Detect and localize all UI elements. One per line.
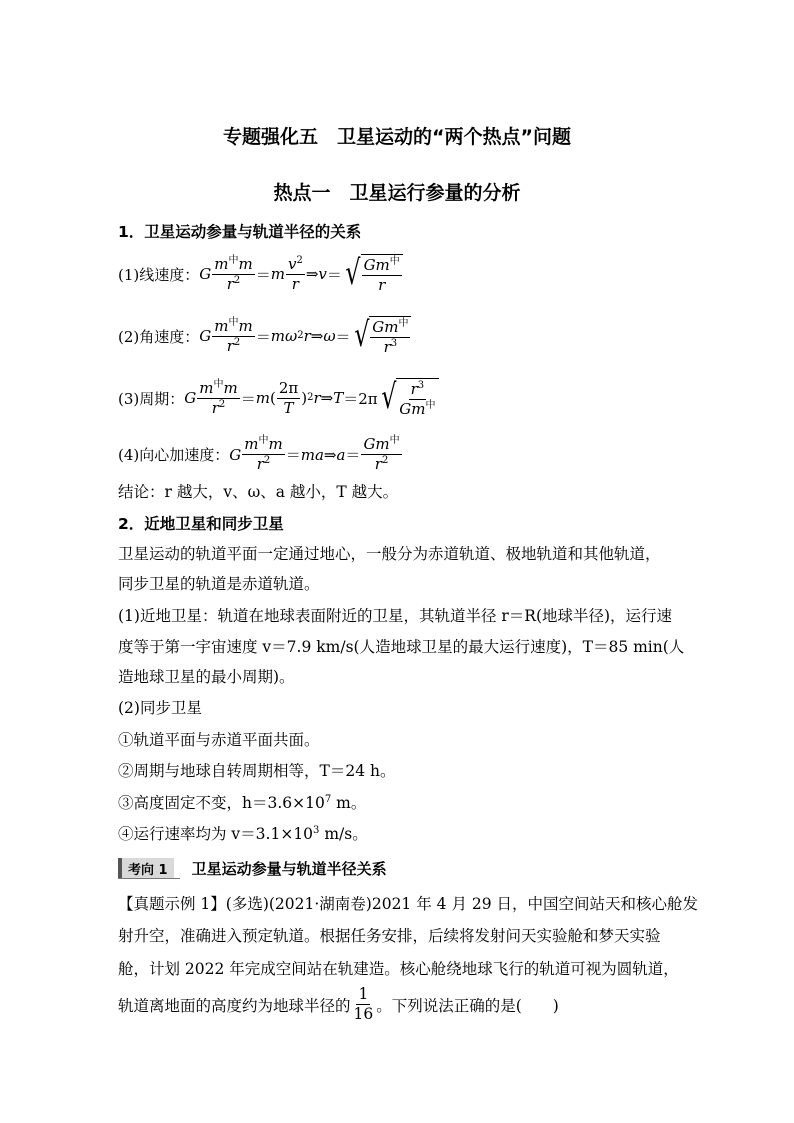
list-item: ③高度固定不变，$h=3.6\times 10^7$ m。 (118, 793, 367, 812)
fraction: $\frac{m^中m}{r^2}$ (214, 254, 253, 293)
formula-label: (1)线速度： (118, 265, 200, 284)
tag-text: 卫星运动参量与轨道半径关系 (191, 860, 387, 878)
paragraph-line: 度等于第一宇宙速度 v＝7.9 km/s(人造地球卫星的最大运行速度)，T＝85 min(人 (118, 638, 685, 656)
formula-centripetal-acceleration: (4)向心加速度： G $\frac{m^中m}{r^2}$ ＝ ma ⇒ a ＝ $\frac{Gm^中}{r^2}$ (118, 435, 400, 473)
conclusion: 结论：r 越大，v、ω、a 越小，T 越大。 (118, 483, 399, 501)
formula-linear-velocity: (1)线速度： G $\frac{m^中m}{r^2}$ ＝ m $\frac{v^2}{r}$ ⇒ v ＝ √ $\frac{Gm^中}{r}$ (118, 254, 403, 294)
square-root: √ $\frac{Gm^中}{r}$ (342, 254, 403, 294)
subheading-sync-satellite: (2)同步卫星 (118, 699, 202, 717)
example-line: 舱，计划 2022 年完成空间站在轨建造。核心舱绕地球飞行的轨道可视为圆轨道， (118, 960, 679, 978)
square-root: √ $\frac{r^3}{Gm^中}$ (378, 378, 439, 418)
list-item: ④运行速率均为 $v=3.1\times 10^3$ m/s。 (118, 824, 368, 843)
fraction: $\frac{1}{16}$ (353, 985, 374, 1023)
example-line: 【真题示例 1】(多选)(2021·湖南卷)2021 年 4 月 29 日，中国空间站天和核心舱发 (118, 895, 699, 913)
paragraph-line: 卫星运动的轨道平面一定通过地心，一般分为赤道轨道、极地轨道和其他轨道， (118, 545, 661, 563)
paragraph-line: (1)近地卫星：轨道在地球表面附近的卫星，其轨道半径 r＝R(地球半径)，运行速 (118, 607, 673, 625)
formula-angular-velocity: (2)角速度： G $\frac{m^中m}{r^2}$ ＝ mω 2 r ⇒ ω ＝ √ $\frac{Gm^中}{r^3}$ (118, 316, 411, 356)
square-root: √ $\frac{Gm^中}{r^3}$ (351, 316, 412, 356)
formula-label: (3)周期： (118, 389, 185, 408)
formula-label: (2)角速度： (118, 327, 200, 346)
section1-heading: 1．卫星运动参量与轨道半径的关系 (118, 223, 362, 241)
example-line: 轨道离地面的高度约为地球半径的 $\frac{1}{16}$ 。下列说法正确的是( ) (118, 985, 559, 1023)
section-title: 热点一 卫星运行参量的分析 (273, 182, 521, 204)
list-item: ①轨道平面与赤道平面共面。 (118, 731, 320, 749)
list-item: ②周期与地球自转周期相等，T＝24 h。 (118, 762, 396, 780)
section2-heading: 2．近地卫星和同步卫星 (118, 515, 284, 533)
paragraph-line: 造地球卫星的最小周期)。 (118, 668, 295, 686)
tag-underline (118, 878, 180, 879)
example-line: 射升空，准确进入预定轨道。根据任务安排，后续将发射问天实验舱和梦天实验 (118, 927, 661, 945)
document-title: 专题强化五 卫星运动的“两个热点”问题 (223, 126, 571, 148)
topic-tag (118, 858, 387, 879)
paragraph-line: 同步卫星的轨道是赤道轨道。 (118, 575, 320, 593)
formula-label: (4)向心加速度： (118, 446, 230, 464)
tag-label: 考向 1 (118, 858, 174, 879)
formula-period: (3)周期： G $\frac{m^中m}{r^2}$ ＝ m ( $\frac{2\pi}{T}$ ) 2 r ⇒ T ＝2π √ $\frac{r^3}{Gm^中}$ (118, 378, 439, 418)
